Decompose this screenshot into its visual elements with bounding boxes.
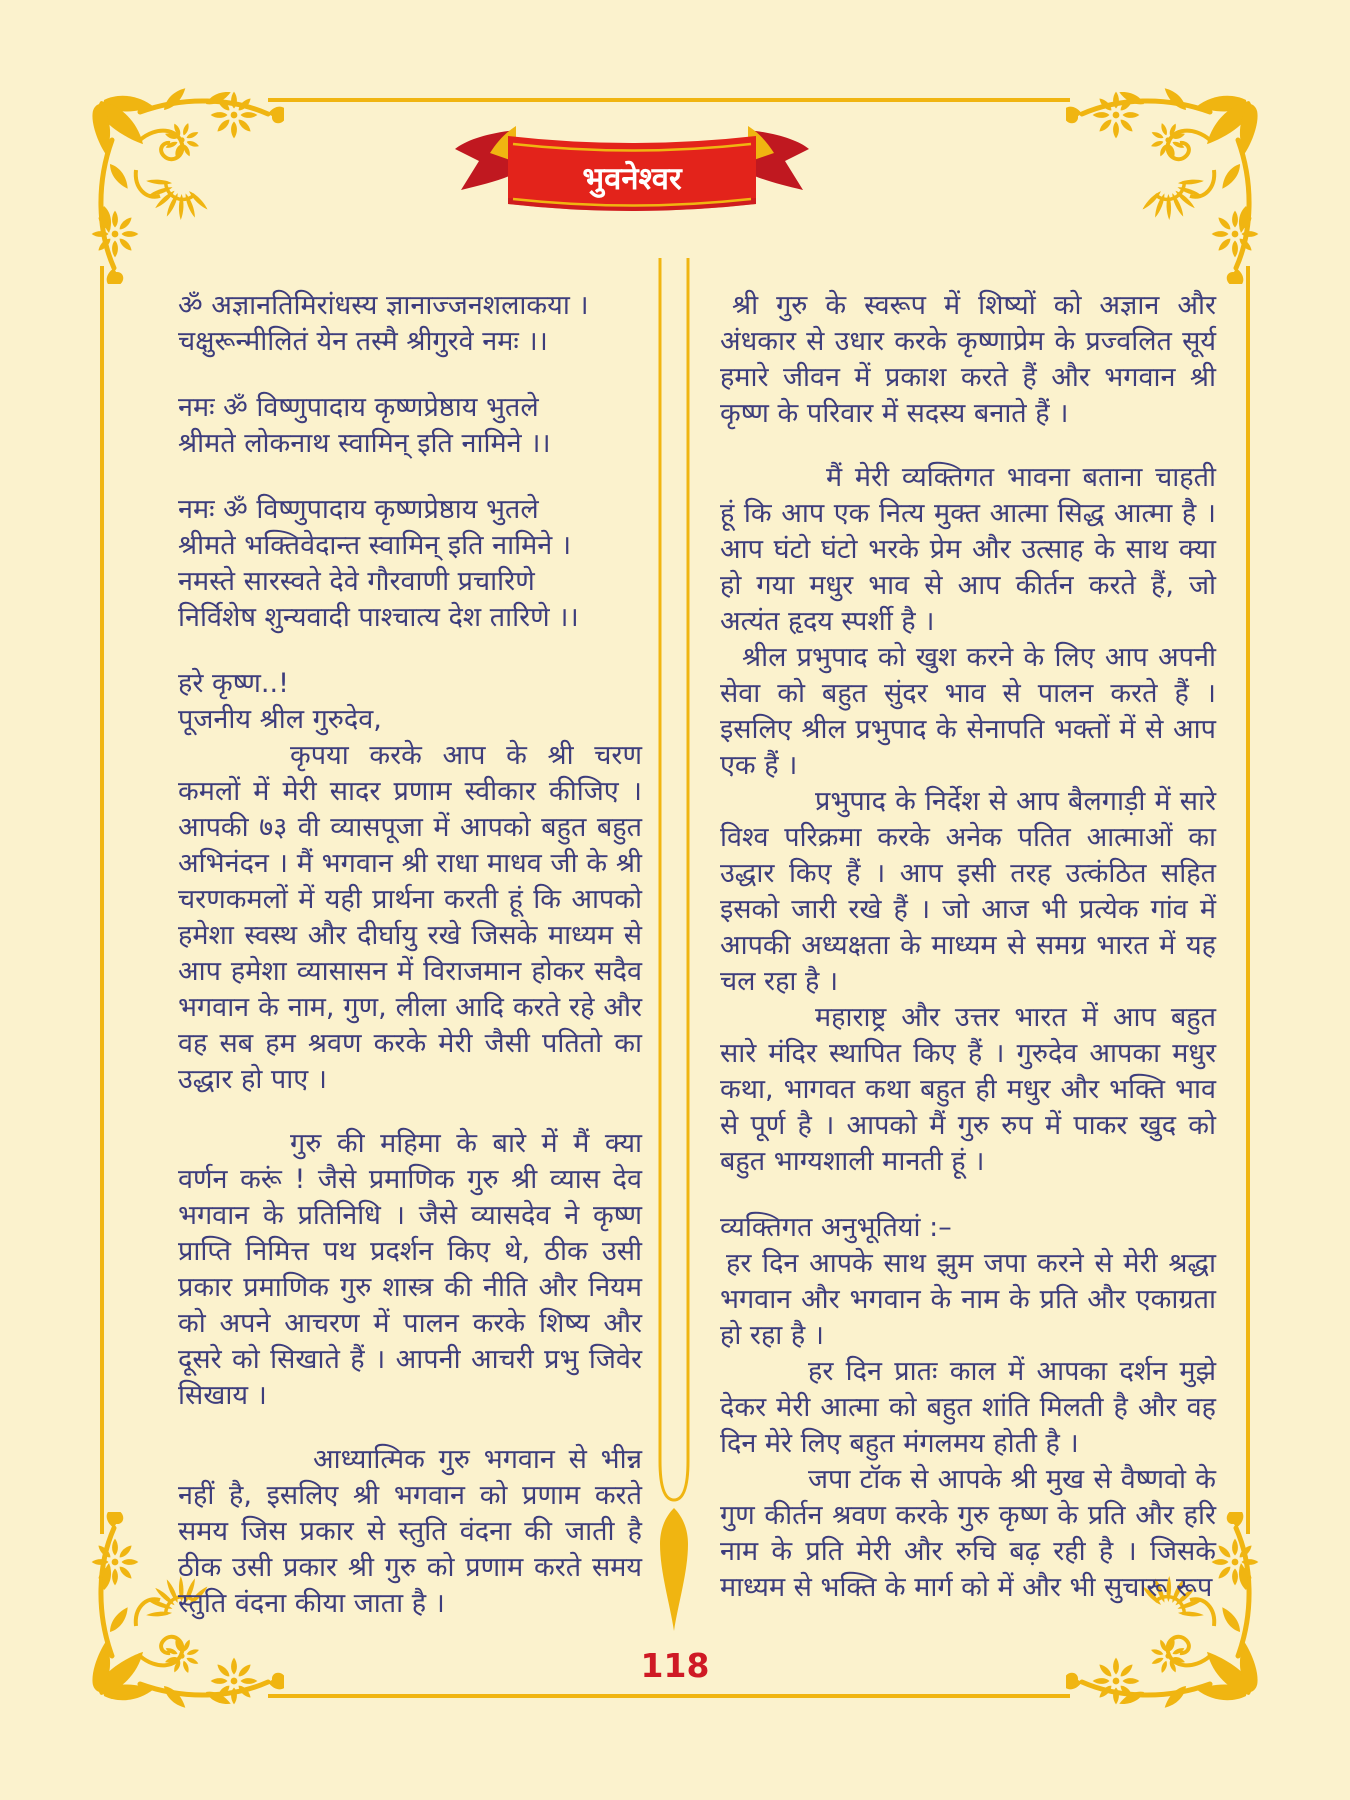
left-column <box>178 288 642 1622</box>
ribbon-banner <box>452 112 812 226</box>
verse-line: निर्विशेष शुन्यवादी पाश्चात्य देश तारिणे ।। <box>178 602 579 633</box>
paragraph: हर दिन प्रातः काल में आपका दर्शन मुझे देकर मेरी आत्मा को बहुत शांति मिलती है और वह दिन मेरे लिए बहुत मंगलमय होती है । <box>720 1356 1216 1459</box>
border-line-bottom <box>268 1694 1070 1698</box>
salutation <box>178 666 642 738</box>
verse-block <box>178 288 642 360</box>
verse-block <box>178 390 642 462</box>
paragraph: श्रील प्रभुपाद को खुश करने के लिए आप अपनी सेवा को बहुत सुंदर भाव से पालन करते हैं । इसलिए श्रील प्रभुपाद के सेनापति भक्तों में से आप एक हैं । <box>720 642 1216 781</box>
paragraph: कृपया करके आप के श्री चरण कमलों में मेरी सादर प्रणाम स्वीकार कीजिए । आपकी ७३ वी व्यासपूजा में आपको बहुत बहुत अभिनंदन । मैं भगवान श्री राधा माधव जी के श्री चरणकमलों में यही प्रार्थना करती हूं कि आपको हमेशा स्वस्थ और दीर्घायु रखे जिसके माध्यम से आप हमेशा व्यासासन में विराजमान होकर सदैव भगवान के नाम, गुण, लीला आदि करते रहे और वह सब हम श्रवण करके मेरी जैसी पतितो का उद्धार हो पाए । <box>178 740 642 1095</box>
verse-line: श्रीमते भक्तिवेदान्त स्वामिन् इति नामिने । <box>178 530 572 561</box>
salutation-line: हरे कृष्ण..! <box>178 668 289 699</box>
experience-paragraph-list <box>720 1246 1216 1606</box>
verse-line: श्रीमते लोकनाथ स्वामिन् इति नामिने ।। <box>178 428 551 459</box>
right-paragraph-list <box>720 288 1216 1180</box>
page-number: 118 <box>640 1646 710 1685</box>
corner-ornament-top-left <box>84 84 284 284</box>
corner-ornament-top-right <box>1066 84 1266 284</box>
paragraph: गुरु की महिमा के बारे में मैं क्या वर्णन करूं ! जैसे प्रमाणिक गुरु श्री व्यास देव भगवान के प्रतिनिधि । जैसे व्यासदेव ने कृष्ण प्राप्ति निमित्त पथ प्रदर्शन किए थे, ठीक उसी प्रकार प्रमाणिक गुरु शास्त्र की नीति और नियम को अपने आचरण में पालन करके शिष्य और दूसरे को सिखाते हैं । आपनी आचरी प्रभु जिवेर सिखाय । <box>178 1128 642 1411</box>
verse-line: चक्षुरून्मीलितं येन तस्मै श्रीगुरवे नमः ।। <box>178 326 548 357</box>
border-line-right <box>1246 266 1250 1534</box>
paragraph: श्री गुरु के स्वरूप में शिष्यों को अज्ञान और अंधकार से उधार करके कृष्णाप्रेम के प्रज्वलित सूर्य हमारे जीवन में प्रकाश करते हैं और भगवान श्री कृष्ण के परिवार में सदस्य बनाते हैं । <box>720 290 1216 429</box>
verse-line: नमस्ते सारस्वते देवे गौरवाणी प्रचारिणे <box>178 566 535 597</box>
salutation-line: पूजनीय श्रील गुरुदेव, <box>178 704 382 735</box>
paragraph: मैं मेरी व्यक्तिगत भावना बताना चाहती हूं कि आप एक नित्य मुक्त आत्मा सिद्ध आत्मा है । आप घंटो घंटो भरके प्रेम और उत्साह के साथ क्या हो गया मधुर भाव से आप कीर्तन करते हैं, जो अत्यंत हृदय स्पर्शी है । <box>720 462 1216 637</box>
verse-line: ॐ अज्ञानतिमिरांधस्य ज्ञानाज्जनशलाकया । <box>178 290 589 321</box>
section-heading: व्यक्तिगत अनुभूतियां :– <box>720 1212 952 1243</box>
verse-line: नमः ॐ विष्णुपादाय कृष्णप्रेष्ठाय भुतले <box>178 494 539 525</box>
left-paragraph-list <box>178 738 642 1622</box>
paragraph: हर दिन आपके साथ झुम जपा करने से मेरी श्रद्धा भगवान और भगवान के नाम के प्रति और एकाग्रता हो रहा है । <box>720 1248 1216 1351</box>
paragraph: महाराष्ट्र और उत्तर भारत में आप बहुत सारे मंदिर स्थापित किए हैं । गुरुदेव आपका मधुर कथा, भागवत कथा बहुत ही मधुर और भक्ति भाव से पूर्ण है । आपको मैं गुरु रुप में पाकर खुद को बहुत भाग्यशाली मानती हूं । <box>720 1002 1216 1177</box>
column-divider-icon <box>646 256 702 1636</box>
verse-block <box>178 492 642 636</box>
border-line-top <box>268 98 1070 102</box>
paragraph: जपा टॉक से आपके श्री मुख से वैष्णवो के गुण कीर्तन श्रवण करके गुरु कृष्ण के प्रति और हरि नाम के प्रति मेरी और रुचि बढ़ रही है । जिसके माध्यम से भक्ति के मार्ग को में और भी सुचारू रूप <box>720 1464 1216 1603</box>
right-column <box>720 288 1216 1606</box>
paragraph: आध्यात्मिक गुरु भगवान से भीन्न नहीं है, इसलिए श्री भगवान को प्रणाम करते समय जिस प्रकार से स्तुति वंदना की जाती है ठीक उसी प्रकार श्री गुरु को प्रणाम करते समय स्तुति वंदना कीया जाता है । <box>178 1444 642 1619</box>
verse-list <box>178 288 642 636</box>
border-line-left <box>100 266 104 1534</box>
banner-title: भुवनेश्वर <box>582 161 682 197</box>
paragraph: प्रभुपाद के निर्देश से आप बैलगाड़ी में सारे विश्व परिक्रमा करके अनेक पतित आत्माओं का उद्धार किए हैं । आप इसी तरह उत्कंठित सहित इसको जारी रखे हैं । जो आज भी प्रत्येक गांव में आपकी अध्यक्षता के माध्यम से समग्र भारत में यह चल रहा है । <box>720 786 1216 997</box>
verse-line: नमः ॐ विष्णुपादाय कृष्णप्रेष्ठाय भुतले <box>178 392 539 423</box>
